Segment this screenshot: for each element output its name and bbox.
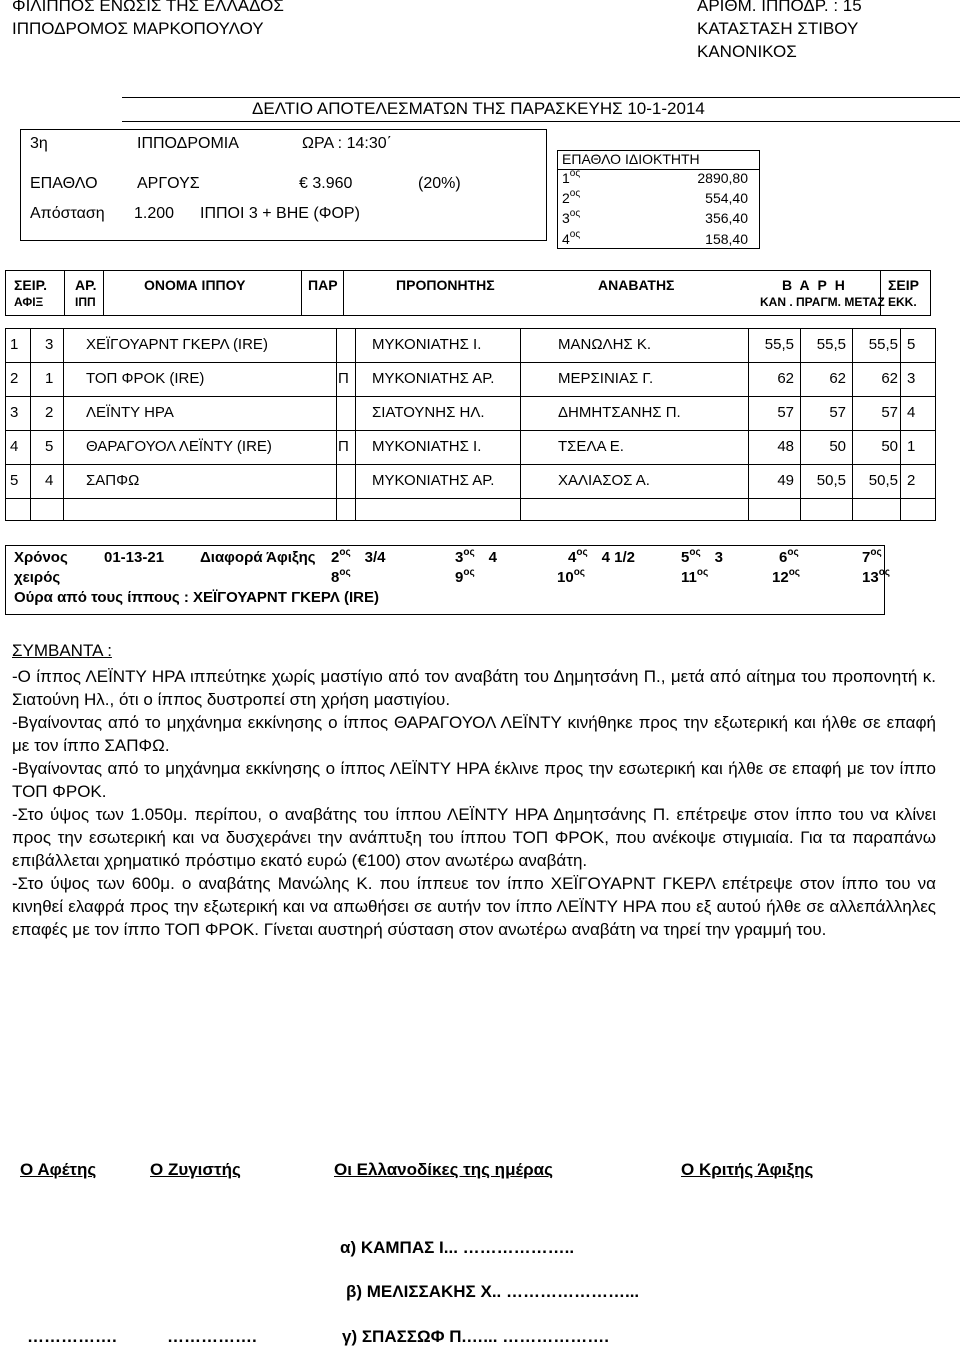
margin-place-number: 7 <box>862 549 871 566</box>
owner-prize-place <box>562 170 580 186</box>
col-num: ΑΡ. <box>75 277 97 293</box>
weight-ridden: 55,5 <box>868 336 898 353</box>
race-ordinal: 3η <box>30 135 48 152</box>
row-divider <box>5 362 936 363</box>
tail-label: Ούρα από τους ίππους : ΧΕΪΓΟΥΑΡΝΤ ΓΚΕΡΛ (IRE) <box>14 589 379 606</box>
incident-1: -Ο ίππος ΛΕΪΝΤΥ ΗΡΑ ιππεύτηκε χωρίς μαστίγιο από τον αναβάτη του Δημητσάνη Π., μετά από αίτημα του προπονητή κ. Σιατούνη Ηλ., ότι ο ίππος δυστροπεί στη χρήση μαστιγίου. <box>12 667 936 709</box>
col-trainer: ΠΡΟΠΟΝΗΤΗΣ <box>396 277 495 293</box>
margin-place-suffix: ος <box>788 567 800 578</box>
jockey-name: ΜΑΝΩΛΗΣ Κ. <box>558 336 652 353</box>
row-divider <box>5 430 936 431</box>
col-weights: Β Α Ρ Η <box>782 277 847 293</box>
jockey-name: ΧΑΛΙΑΣΟΣ Α. <box>558 472 650 489</box>
race-conditions: ΙΠΠΟΙ 3 + ΒΗΕ (ΦΟΡ) <box>200 205 360 222</box>
horse-number: 3 <box>45 336 54 353</box>
margin-place-number: 8 <box>331 569 340 586</box>
col-start: ΣΕΙΡ <box>888 277 919 293</box>
weight-canonical: 57 <box>777 404 794 421</box>
race-label: ΙΠΠΟΔΡΟΜΙΑ <box>137 135 239 152</box>
start-position: 5 <box>907 336 916 353</box>
owner-prize-place <box>562 210 580 226</box>
prize-amount: € 3.960 <box>299 175 353 192</box>
weight-canonical: 55,5 <box>764 336 794 353</box>
column-divider <box>852 328 853 521</box>
incidents-text <box>12 665 936 941</box>
trainer-name: ΜΥΚΟΝΙΑΤΗΣ ΑΡ. <box>372 370 495 387</box>
column-divider <box>336 328 337 521</box>
incident-3: -Βγαίνοντας από το μηχάνημα εκκίνησης ο ίππος ΛΕΪΝΤΥ ΗΡΑ έκλινε προς την εσωτερική και ήλθε σε επαφή με τον ίππο ΤΟΠ ΦΡΟΚ. <box>12 759 936 801</box>
weight-actual: 50 <box>829 438 846 455</box>
track-state-value: ΚΑΝΟΝΙΚΟΣ <box>697 42 797 61</box>
blinkers-flag: Π <box>338 438 349 455</box>
col-start-sub: ΕΚΚ. <box>888 295 917 309</box>
margin-place-suffix: ος <box>463 547 475 558</box>
column-divider <box>355 328 356 521</box>
racecourse-name: ΙΠΠΟΔΡΟΜΟΣ ΜΑΡΚΟΠΟΥΛΟΥ <box>12 19 264 38</box>
finish-position: 4 <box>10 438 19 455</box>
row-divider <box>5 464 936 465</box>
margin-place-number: 13 <box>862 569 879 586</box>
track-state-label: ΚΑΤΑΣΤΑΣΗ ΣΤΙΒΟΥ <box>697 19 859 38</box>
row-divider <box>5 396 936 397</box>
incident-2: -Βγαίνοντας από το μηχάνημα εκκίνησης ο ίππος ΘΑΡΑΓΟΥΟΛ ΛΕΪΝΤΥ κινήθηκε προς την εξωτερική και ήλθε σε επαφή με τον ίππο ΣΑΠΦΩ. <box>12 713 936 755</box>
row-divider <box>5 498 936 499</box>
margin-place <box>681 569 708 586</box>
margin-place-suffix: ος <box>878 567 890 578</box>
margin-value: 4 <box>488 549 497 566</box>
margin-place <box>568 549 635 566</box>
place-number: 1 <box>562 170 570 186</box>
trainer-name: ΜΥΚΟΝΙΑΤΗΣ Ι. <box>372 438 482 455</box>
margin-place <box>862 549 896 566</box>
jockey-name: ΜΕΡΣΙΝΙΑΣ Γ. <box>558 370 654 387</box>
incident-4: -Στο ύψος των 1.050μ. περίπου, ο αναβάτης του ίππου ΛΕΪΝΤΥ ΗΡΑ Δημητσάνης Π. επέτρεψε στον ίππο του να κλίνει προς την εσωτερική και να δυσχεράνει την ανάπτυξη του ίππου ΤΟΠ ΦΡΟΚ, που ανέκοψε στιγμιαία. Για τα παραπάνω επιβάλλεται χρηματικό πρόστιμο εκατό ευρώ (€100) στον ανωτέρω αναβάτη. <box>12 805 936 870</box>
column-divider <box>63 328 64 521</box>
jockey-name: ΤΣΕΛΑ Ε. <box>558 438 624 455</box>
margin-place-number: 5 <box>681 549 690 566</box>
col-name: ΟΝΟΜΑ ΙΠΠΟΥ <box>144 277 246 293</box>
margin-value: 4 1/2 <box>601 549 636 566</box>
results-table <box>5 328 936 521</box>
owner-prize-place <box>562 231 580 247</box>
margin-place <box>455 549 497 566</box>
start-position: 2 <box>907 472 916 489</box>
margin-place <box>862 569 890 586</box>
margin-place-suffix: ος <box>339 567 351 578</box>
margin-place-number: 10 <box>557 569 574 586</box>
margin-place-number: 11 <box>681 569 697 586</box>
starter-label: Ο Αφέτης <box>20 1160 97 1179</box>
race-time: ΩΡΑ : 14:30΄ <box>302 135 392 152</box>
start-position: 3 <box>907 370 916 387</box>
weight-canonical: 48 <box>777 438 794 455</box>
place-suffix: ος <box>569 229 581 240</box>
distance-label: Απόσταση <box>30 205 105 222</box>
col-num-sub: ΙΠΠ <box>75 295 96 309</box>
margin-place-suffix: ος <box>689 547 701 558</box>
col-jockey: ΑΝΑΒΑΤΗΣ <box>598 277 675 293</box>
place-number: 2 <box>562 190 570 206</box>
weight-canonical: 62 <box>777 370 794 387</box>
place-number: 3 <box>562 210 570 226</box>
distance-value: 1.200 <box>134 205 175 222</box>
margin-place-suffix: ος <box>576 547 588 558</box>
margin-place-suffix: ος <box>696 567 709 578</box>
race-info-box <box>20 129 547 241</box>
horse-name: ΤΟΠ ΦΡΟΚ (IRE) <box>86 370 205 387</box>
race-category: ΑΡΓΟΥΣ <box>137 175 200 192</box>
finish-position: 3 <box>10 404 19 421</box>
margin-place <box>331 569 351 586</box>
column-divider <box>520 328 521 521</box>
weight-canonical: 49 <box>777 472 794 489</box>
prize-percentage: (20%) <box>418 175 461 192</box>
blinkers-flag: Π <box>338 370 349 387</box>
margin-place-suffix: ος <box>787 547 799 558</box>
margin-place-number: 4 <box>568 549 577 566</box>
owner-prize-amount: 356,40 <box>705 210 748 226</box>
finish-position: 1 <box>10 336 19 353</box>
horse-name: ΘΑΡΑΓΟΥΟΛ ΛΕΪΝΤΥ (IRE) <box>86 438 272 455</box>
margin-place <box>455 569 475 586</box>
weight-actual: 50,5 <box>816 472 846 489</box>
incident-5: -Στο ύψος των 600μ. ο αναβάτης Μανώλης Κ. που ίππευε τον ίππο ΧΕΪΓΟΥΑΡΝΤ ΓΚΕΡΛ επέτρεψε στον ίππο του να κινηθεί ελαφρά προς την εξωτερική και να απωθήσει σε αυτήν τον ίππο ΛΕΪΝΤΥ ΗΡΑ που εξ αυτού ήλθε σε αλλεπάλληλες επαφές με τον ίππο ΤΟΠ ΦΡΟΚ. Γίνεται αυστηρή σύσταση στον ανωτέρω αναβάτη να τηρεί την γραμμή του. <box>12 874 936 939</box>
trainer-name: ΜΥΚΟΝΙΑΤΗΣ Ι. <box>372 336 482 353</box>
trainer-name: ΣΙΑΤΟΥΝΗΣ ΗΛ. <box>372 404 485 421</box>
stewards-label: Οι Ελλανοδίκες της ημέρας <box>334 1160 553 1179</box>
place-suffix: ος <box>569 168 581 179</box>
weight-ridden: 57 <box>881 404 898 421</box>
margin-place-number: 9 <box>455 569 464 586</box>
weight-actual: 57 <box>829 404 846 421</box>
weight-ridden: 50 <box>881 438 898 455</box>
col-par: ΠΑΡ <box>308 277 338 293</box>
col-pos-sub: ΑΦΙΞ <box>14 295 44 309</box>
column-divider <box>748 328 749 521</box>
steward-b: β) ΜΕΛΙΣΣΑΚΗΣ Χ.. …………………... <box>346 1282 640 1301</box>
margin-place <box>557 569 585 586</box>
horse-name: ΛΕΪΝΤΥ ΗΡΑ <box>86 404 174 421</box>
column-divider <box>900 328 901 521</box>
judge-label: Ο Κριτής Άφιξης <box>681 1160 814 1179</box>
finish-position: 2 <box>10 370 19 387</box>
jockey-name: ΔΗΜΗΤΣΑΝΗΣ Π. <box>558 404 681 421</box>
margin-place <box>772 569 800 586</box>
horse-name: ΣΑΠΦΩ <box>86 472 140 489</box>
owner-prize-amount: 2890,80 <box>697 170 748 186</box>
column-divider <box>30 328 31 521</box>
column-divider <box>800 328 801 521</box>
start-position: 4 <box>907 404 916 421</box>
margin-place-number: 12 <box>772 569 789 586</box>
horse-number: 1 <box>45 370 54 387</box>
incidents-title: ΣΥΜΒΑΝΤΑ : <box>12 641 112 660</box>
horse-number: 4 <box>45 472 54 489</box>
margin-place-suffix: ος <box>339 547 351 558</box>
place-suffix: ος <box>569 188 581 199</box>
weight-actual: 55,5 <box>816 336 846 353</box>
race-number: ΑΡΙΘΜ. ΙΠΠΟΔΡ. : 15 <box>697 0 862 15</box>
steward-a: α) ΚΑΜΠΑΣ Ι... ……………….. <box>340 1238 575 1257</box>
weight-ridden: 62 <box>881 370 898 387</box>
margin-place <box>681 549 723 566</box>
horse-number: 2 <box>45 404 54 421</box>
hand-label: χειρός <box>14 569 61 586</box>
margin-place-suffix: ος <box>463 567 475 578</box>
place-number: 4 <box>562 231 570 247</box>
margin-place-suffix: ος <box>573 567 585 578</box>
start-position: 1 <box>907 438 916 455</box>
time-value: 01-13-21 <box>104 549 165 566</box>
owner-prize-place <box>562 190 580 206</box>
margin-label: Διαφορά Άφιξης <box>200 549 316 566</box>
col-weights-sub: ΚΑΝ . ΠΡΑΓΜ. ΜΕΤΑΖ <box>760 295 885 309</box>
weigher-signature-line: ……………. <box>167 1327 257 1346</box>
bulletin-title: ΔΕΛΤΙΟ ΑΠΟΤΕΛΕΣΜΑΤΩΝ ΤΗΣ ΠΑΡΑΣΚΕΥΗΣ 10-1-2014 <box>252 99 705 118</box>
margin-place-suffix: ος <box>870 547 882 558</box>
owner-prize-amount: 158,40 <box>705 231 748 247</box>
owner-prize-title: ΕΠΑΘΛΟ ΙΔΙΟΚΤΗΤΗ <box>562 151 700 167</box>
place-suffix: ος <box>569 208 581 219</box>
margin-value: 3 <box>714 549 723 566</box>
weight-ridden: 50,5 <box>868 472 898 489</box>
weigher-label: Ο Ζυγιστής <box>150 1160 241 1179</box>
time-label: Χρόνος <box>14 549 68 566</box>
margin-place-number: 6 <box>779 549 788 566</box>
finish-position: 5 <box>10 472 19 489</box>
horse-number: 5 <box>45 438 54 455</box>
margin-value: 3/4 <box>364 549 386 566</box>
prize-label: ΕΠΑΘΛΟ <box>30 175 98 192</box>
weight-actual: 62 <box>829 370 846 387</box>
margin-place-number: 3 <box>455 549 464 566</box>
steward-c: γ) ΣΠΑΣΣΩΦ Π.…... ………………. <box>342 1327 609 1346</box>
federation-name: ΦΙΛΙΠΠΟΣ ΕΝΩΣΙΣ ΤΗΣ ΕΛΛΑΔΟΣ <box>12 0 284 15</box>
margin-place <box>779 549 813 566</box>
owner-prize-amount: 554,40 <box>705 190 748 206</box>
margin-place-number: 2 <box>331 549 340 566</box>
col-pos: ΣΕΙΡ. <box>14 277 48 293</box>
horse-name: ΧΕΪΓΟΥΑΡΝΤ ΓΚΕΡΛ (IRE) <box>86 336 268 353</box>
margin-place <box>331 549 386 566</box>
starter-signature-line: ……………. <box>27 1327 117 1346</box>
trainer-name: ΜΥΚΟΝΙΑΤΗΣ ΑΡ. <box>372 472 495 489</box>
